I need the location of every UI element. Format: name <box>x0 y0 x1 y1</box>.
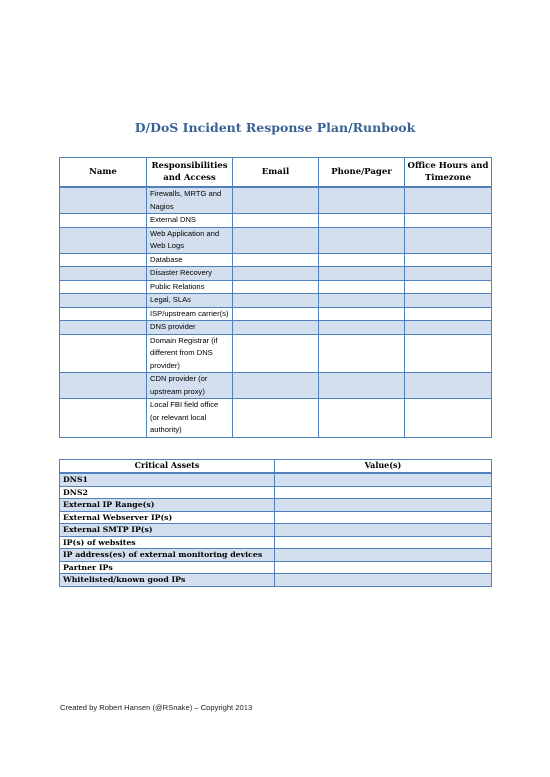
table-row <box>60 227 492 253</box>
empty-cell <box>233 399 319 438</box>
empty-cell <box>319 214 405 228</box>
empty-cell <box>60 307 147 321</box>
table-row <box>60 499 492 512</box>
table-header-row <box>60 158 492 188</box>
empty-cell <box>275 574 492 587</box>
critical-assets-table <box>59 459 492 587</box>
empty-cell <box>60 334 147 373</box>
responsibility-cell: CDN provider (or upstream proxy) <box>147 373 233 399</box>
asset-cell: External Webserver IP(s) <box>60 511 275 524</box>
empty-cell <box>405 214 492 228</box>
empty-cell <box>405 253 492 267</box>
asset-cell: Partner IPs <box>60 561 275 574</box>
asset-cell: IP(s) of websites <box>60 536 275 549</box>
table-row <box>60 574 492 587</box>
header-office-hours: Office Hours and Timezone <box>405 158 492 188</box>
empty-cell <box>319 307 405 321</box>
empty-cell <box>233 334 319 373</box>
empty-cell <box>60 214 147 228</box>
table-row <box>60 561 492 574</box>
empty-cell <box>319 227 405 253</box>
empty-cell <box>319 294 405 308</box>
header-responsibilities: Responsibilities and Access <box>147 158 233 188</box>
page-title: D/DoS Incident Response Plan/Runbook <box>134 120 416 135</box>
empty-cell <box>405 280 492 294</box>
responsibilities-table-body <box>60 187 492 437</box>
empty-cell <box>233 214 319 228</box>
empty-cell <box>319 187 405 214</box>
empty-cell <box>405 334 492 373</box>
asset-cell: DNS2 <box>60 486 275 499</box>
responsibilities-table <box>59 157 492 438</box>
table-row <box>60 486 492 499</box>
header-name: Name <box>60 158 147 188</box>
empty-cell <box>405 399 492 438</box>
table-row <box>60 399 492 438</box>
responsibility-cell: DNS provider <box>147 321 233 335</box>
empty-cell <box>275 473 492 486</box>
table-row <box>60 307 492 321</box>
empty-cell <box>405 373 492 399</box>
table-row <box>60 321 492 335</box>
responsibility-cell: Legal, SLAs <box>147 294 233 308</box>
empty-cell <box>319 373 405 399</box>
empty-cell <box>319 267 405 281</box>
asset-cell: DNS1 <box>60 473 275 486</box>
table-row <box>60 473 492 486</box>
responsibility-cell: ISP/upstream carrier(s) <box>147 307 233 321</box>
table-row <box>60 549 492 562</box>
empty-cell <box>233 307 319 321</box>
empty-cell <box>233 280 319 294</box>
table-row <box>60 536 492 549</box>
empty-cell <box>233 373 319 399</box>
table-header-row <box>60 460 492 474</box>
empty-cell <box>233 227 319 253</box>
header-values: Value(s) <box>275 460 492 474</box>
empty-cell <box>319 334 405 373</box>
footer-copyright: Created by Robert Hansen (@RSnake) – Copyright 2013 <box>60 703 253 712</box>
empty-cell <box>275 499 492 512</box>
empty-cell <box>60 267 147 281</box>
empty-cell <box>60 227 147 253</box>
empty-cell <box>233 253 319 267</box>
empty-cell <box>319 280 405 294</box>
table-row <box>60 511 492 524</box>
responsibility-cell: Local FBI field office (or relevant local authority) <box>147 399 233 438</box>
table-row <box>60 294 492 308</box>
header-email: Email <box>233 158 319 188</box>
header-critical-assets: Critical Assets <box>60 460 275 474</box>
empty-cell <box>275 536 492 549</box>
empty-cell <box>233 294 319 308</box>
table-row <box>60 524 492 537</box>
empty-cell <box>60 253 147 267</box>
empty-cell <box>233 187 319 214</box>
empty-cell <box>405 294 492 308</box>
asset-cell: Whitelisted/known good IPs <box>60 574 275 587</box>
responsibility-cell: Public Relations <box>147 280 233 294</box>
table-row <box>60 214 492 228</box>
empty-cell <box>405 187 492 214</box>
empty-cell <box>319 399 405 438</box>
empty-cell <box>405 307 492 321</box>
empty-cell <box>275 524 492 537</box>
empty-cell <box>275 549 492 562</box>
table-row <box>60 187 492 214</box>
empty-cell <box>60 187 147 214</box>
empty-cell <box>60 373 147 399</box>
header-phone: Phone/Pager <box>319 158 405 188</box>
critical-assets-table-body <box>60 473 492 586</box>
empty-cell <box>60 280 147 294</box>
empty-cell <box>405 227 492 253</box>
responsibility-cell: Firewalls, MRTG and Nagios <box>147 187 233 214</box>
responsibility-cell: Web Application and Web Logs <box>147 227 233 253</box>
responsibility-cell: Domain Registrar (if different from DNS provider) <box>147 334 233 373</box>
table-row <box>60 334 492 373</box>
responsibility-cell: Disaster Recovery <box>147 267 233 281</box>
empty-cell <box>275 561 492 574</box>
responsibility-cell: Database <box>147 253 233 267</box>
table-row <box>60 267 492 281</box>
empty-cell <box>233 267 319 281</box>
empty-cell <box>275 486 492 499</box>
responsibility-cell: External DNS <box>147 214 233 228</box>
empty-cell <box>405 321 492 335</box>
table-row <box>60 280 492 294</box>
asset-cell: IP address(es) of external monitoring devices <box>60 549 275 562</box>
table-row <box>60 253 492 267</box>
asset-cell: External SMTP IP(s) <box>60 524 275 537</box>
asset-cell: External IP Range(s) <box>60 499 275 512</box>
empty-cell <box>275 511 492 524</box>
empty-cell <box>319 321 405 335</box>
empty-cell <box>405 267 492 281</box>
empty-cell <box>60 294 147 308</box>
empty-cell <box>60 399 147 438</box>
empty-cell <box>233 321 319 335</box>
empty-cell <box>319 253 405 267</box>
empty-cell <box>60 321 147 335</box>
table-row <box>60 373 492 399</box>
